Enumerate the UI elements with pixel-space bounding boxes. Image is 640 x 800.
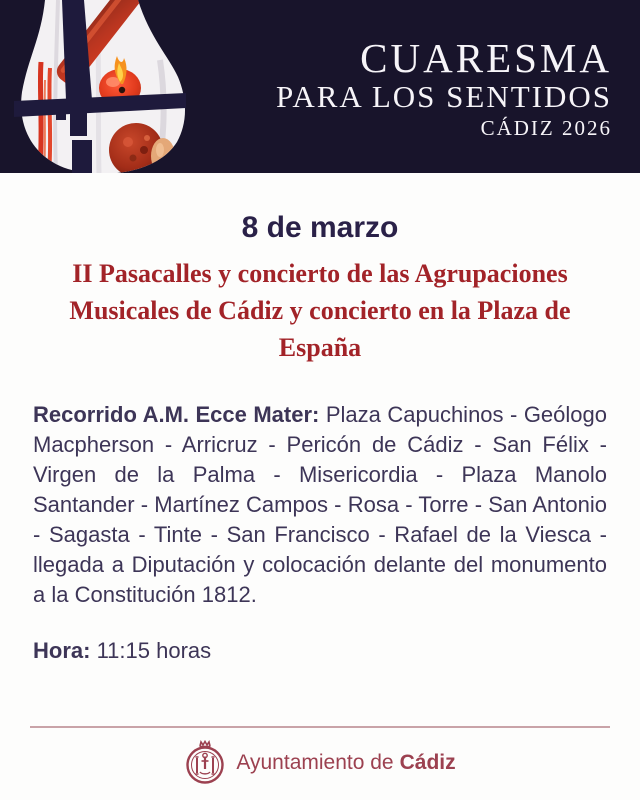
city-council-brand xyxy=(0,740,640,800)
poster-title-block xyxy=(276,36,612,142)
poster-footer xyxy=(0,726,640,800)
route-text: Plaza Capuchinos - Geólogo Macpherson - Arricruz - Pericón de Cádiz - San Félix - Virgen de la Palma - Misericordia - Plaza Manolo Santander - Martínez Campos - Rosa - Torre - San Antonio - Sagasta - Tinte - San Francisco - Rafael de la Viesca - llegada a Diputación y colocación delante del monumento a la Constitución 1812. xyxy=(33,402,607,607)
cadiz-city-crest-icon xyxy=(184,740,226,786)
poster-title: CUARESMA xyxy=(360,35,612,81)
time-label: Hora: xyxy=(33,638,91,663)
city-council-name xyxy=(236,751,455,775)
poster-edition: CÁDIZ 2026 xyxy=(480,116,612,140)
footer-divider xyxy=(30,726,610,728)
org-name: Cádiz xyxy=(399,751,456,774)
event-time xyxy=(33,638,607,664)
lent-candles-artwork-icon xyxy=(0,0,260,173)
event-title: II Pasacalles y concierto de las Agrupaciones Musicales de Cádiz y concierto en la Plaza de España xyxy=(69,259,571,362)
time-value: 11:15 horas xyxy=(96,638,212,663)
poster-subtitle: PARA LOS SENTIDOS xyxy=(275,79,612,114)
org-prefix: Ayuntamiento de xyxy=(236,751,394,774)
event-route xyxy=(33,400,607,610)
poster-header xyxy=(0,0,640,173)
event-date: 8 de marzo xyxy=(241,211,399,244)
route-label: Recorrido A.M. Ecce Mater: xyxy=(33,402,320,427)
